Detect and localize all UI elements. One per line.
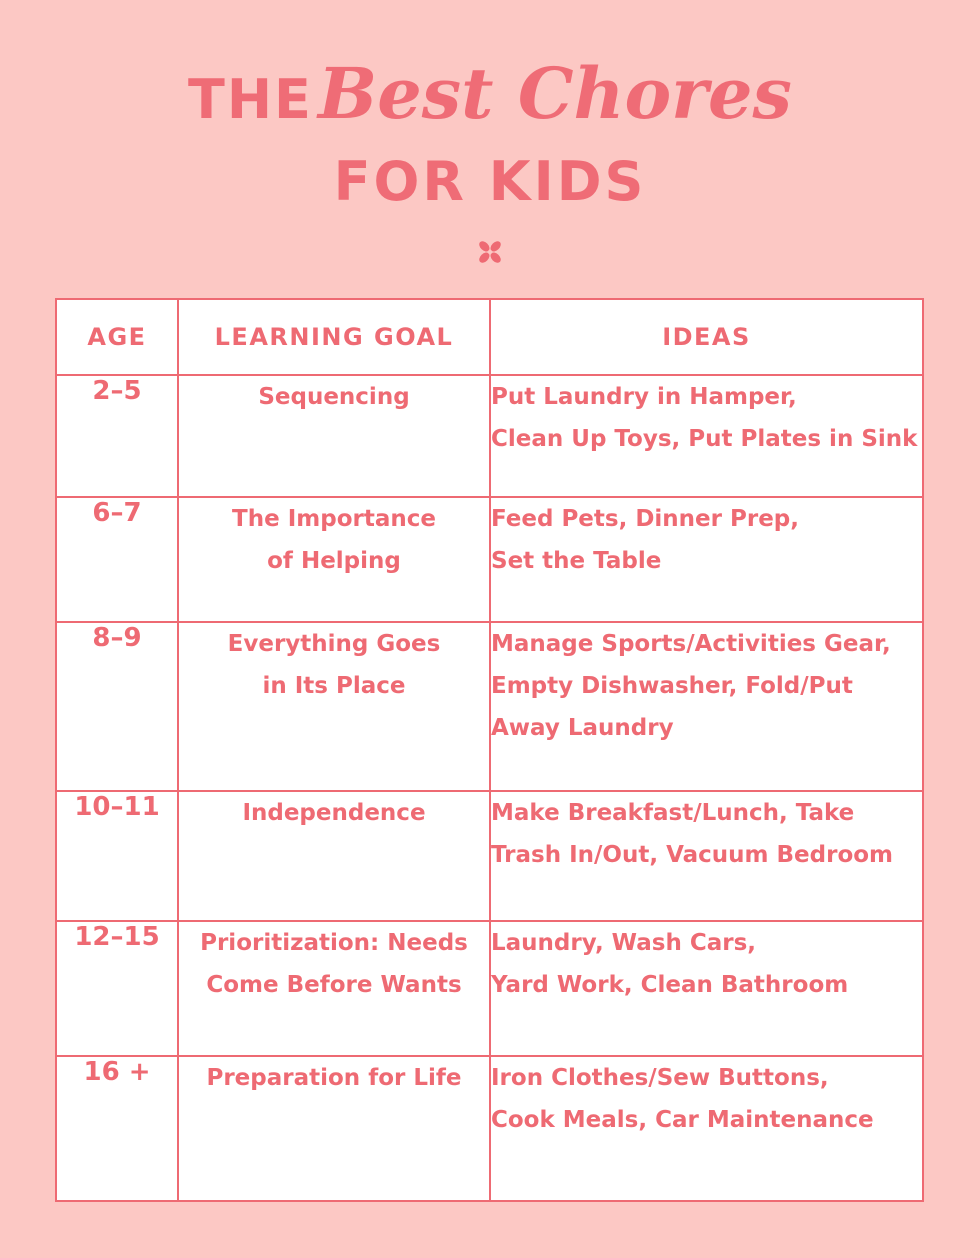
age-cell: 10–11: [56, 791, 178, 921]
goal-line: Everything Goes: [227, 631, 441, 657]
age-cell: 2–5: [56, 375, 178, 497]
header-age: AGE: [56, 299, 178, 375]
header-ideas: IDEAS: [490, 299, 923, 375]
ideas-line: Laundry, Wash Cars,: [491, 930, 756, 956]
table-row: [56, 622, 923, 791]
ideas-cell: [490, 375, 923, 497]
table-row: [56, 497, 923, 622]
ideas-line: Make Breakfast/Lunch, Take: [491, 800, 855, 826]
title-script: Best Chores: [318, 52, 792, 135]
goal-cell: [178, 497, 490, 622]
goal-cell: [178, 921, 490, 1056]
ideas-cell: [490, 497, 923, 622]
table-row: [56, 921, 923, 1056]
age-cell: 6–7: [56, 497, 178, 622]
ideas-line: Empty Dishwasher, Fold/Put: [491, 673, 853, 699]
goal-line: Independence: [242, 800, 426, 826]
ideas-line: Iron Clothes/Sew Buttons,: [491, 1065, 829, 1091]
ideas-line: Yard Work, Clean Bathroom: [491, 972, 849, 998]
goal-cell: [178, 622, 490, 791]
ideas-line: Put Laundry in Hamper,: [491, 384, 797, 410]
goal-line: Preparation for Life: [206, 1065, 462, 1091]
ideas-line: Away Laundry: [491, 715, 674, 741]
title-prefix: THE: [188, 68, 313, 131]
table-row: [56, 1056, 923, 1201]
goal-line: The Importance: [232, 506, 436, 532]
goal-cell: [178, 1056, 490, 1201]
flower-ornament-icon: [476, 238, 504, 266]
chores-table: [55, 298, 924, 1202]
ideas-cell: [490, 622, 923, 791]
goal-line: Prioritization: Needs: [200, 930, 468, 956]
age-cell: 8–9: [56, 622, 178, 791]
title-line-2: FOR KIDS: [333, 150, 647, 213]
table-row: [56, 375, 923, 497]
goal-cell: [178, 791, 490, 921]
ideas-line: Set the Table: [491, 548, 662, 574]
header-learning-goal: LEARNING GOAL: [178, 299, 490, 375]
table-header-row: [56, 299, 923, 375]
title-line-1: [0, 52, 980, 142]
ideas-cell: [490, 791, 923, 921]
ideas-line: Trash In/Out, Vacuum Bedroom: [491, 842, 894, 868]
ideas-line: Feed Pets, Dinner Prep,: [491, 506, 800, 532]
ideas-line: Manage Sports/Activities Gear,: [491, 631, 891, 657]
goal-line: of Helping: [267, 548, 401, 574]
goal-line: in Its Place: [262, 673, 406, 699]
ideas-cell: [490, 1056, 923, 1201]
goal-line: Come Before Wants: [206, 972, 462, 998]
table-row: [56, 791, 923, 921]
ideas-line: Cook Meals, Car Maintenance: [491, 1107, 874, 1133]
age-cell: 12–15: [56, 921, 178, 1056]
ideas-cell: [490, 921, 923, 1056]
ideas-line: Clean Up Toys, Put Plates in Sink: [491, 426, 918, 452]
goal-line: Sequencing: [258, 384, 410, 410]
age-cell: 16 +: [56, 1056, 178, 1201]
goal-cell: [178, 375, 490, 497]
